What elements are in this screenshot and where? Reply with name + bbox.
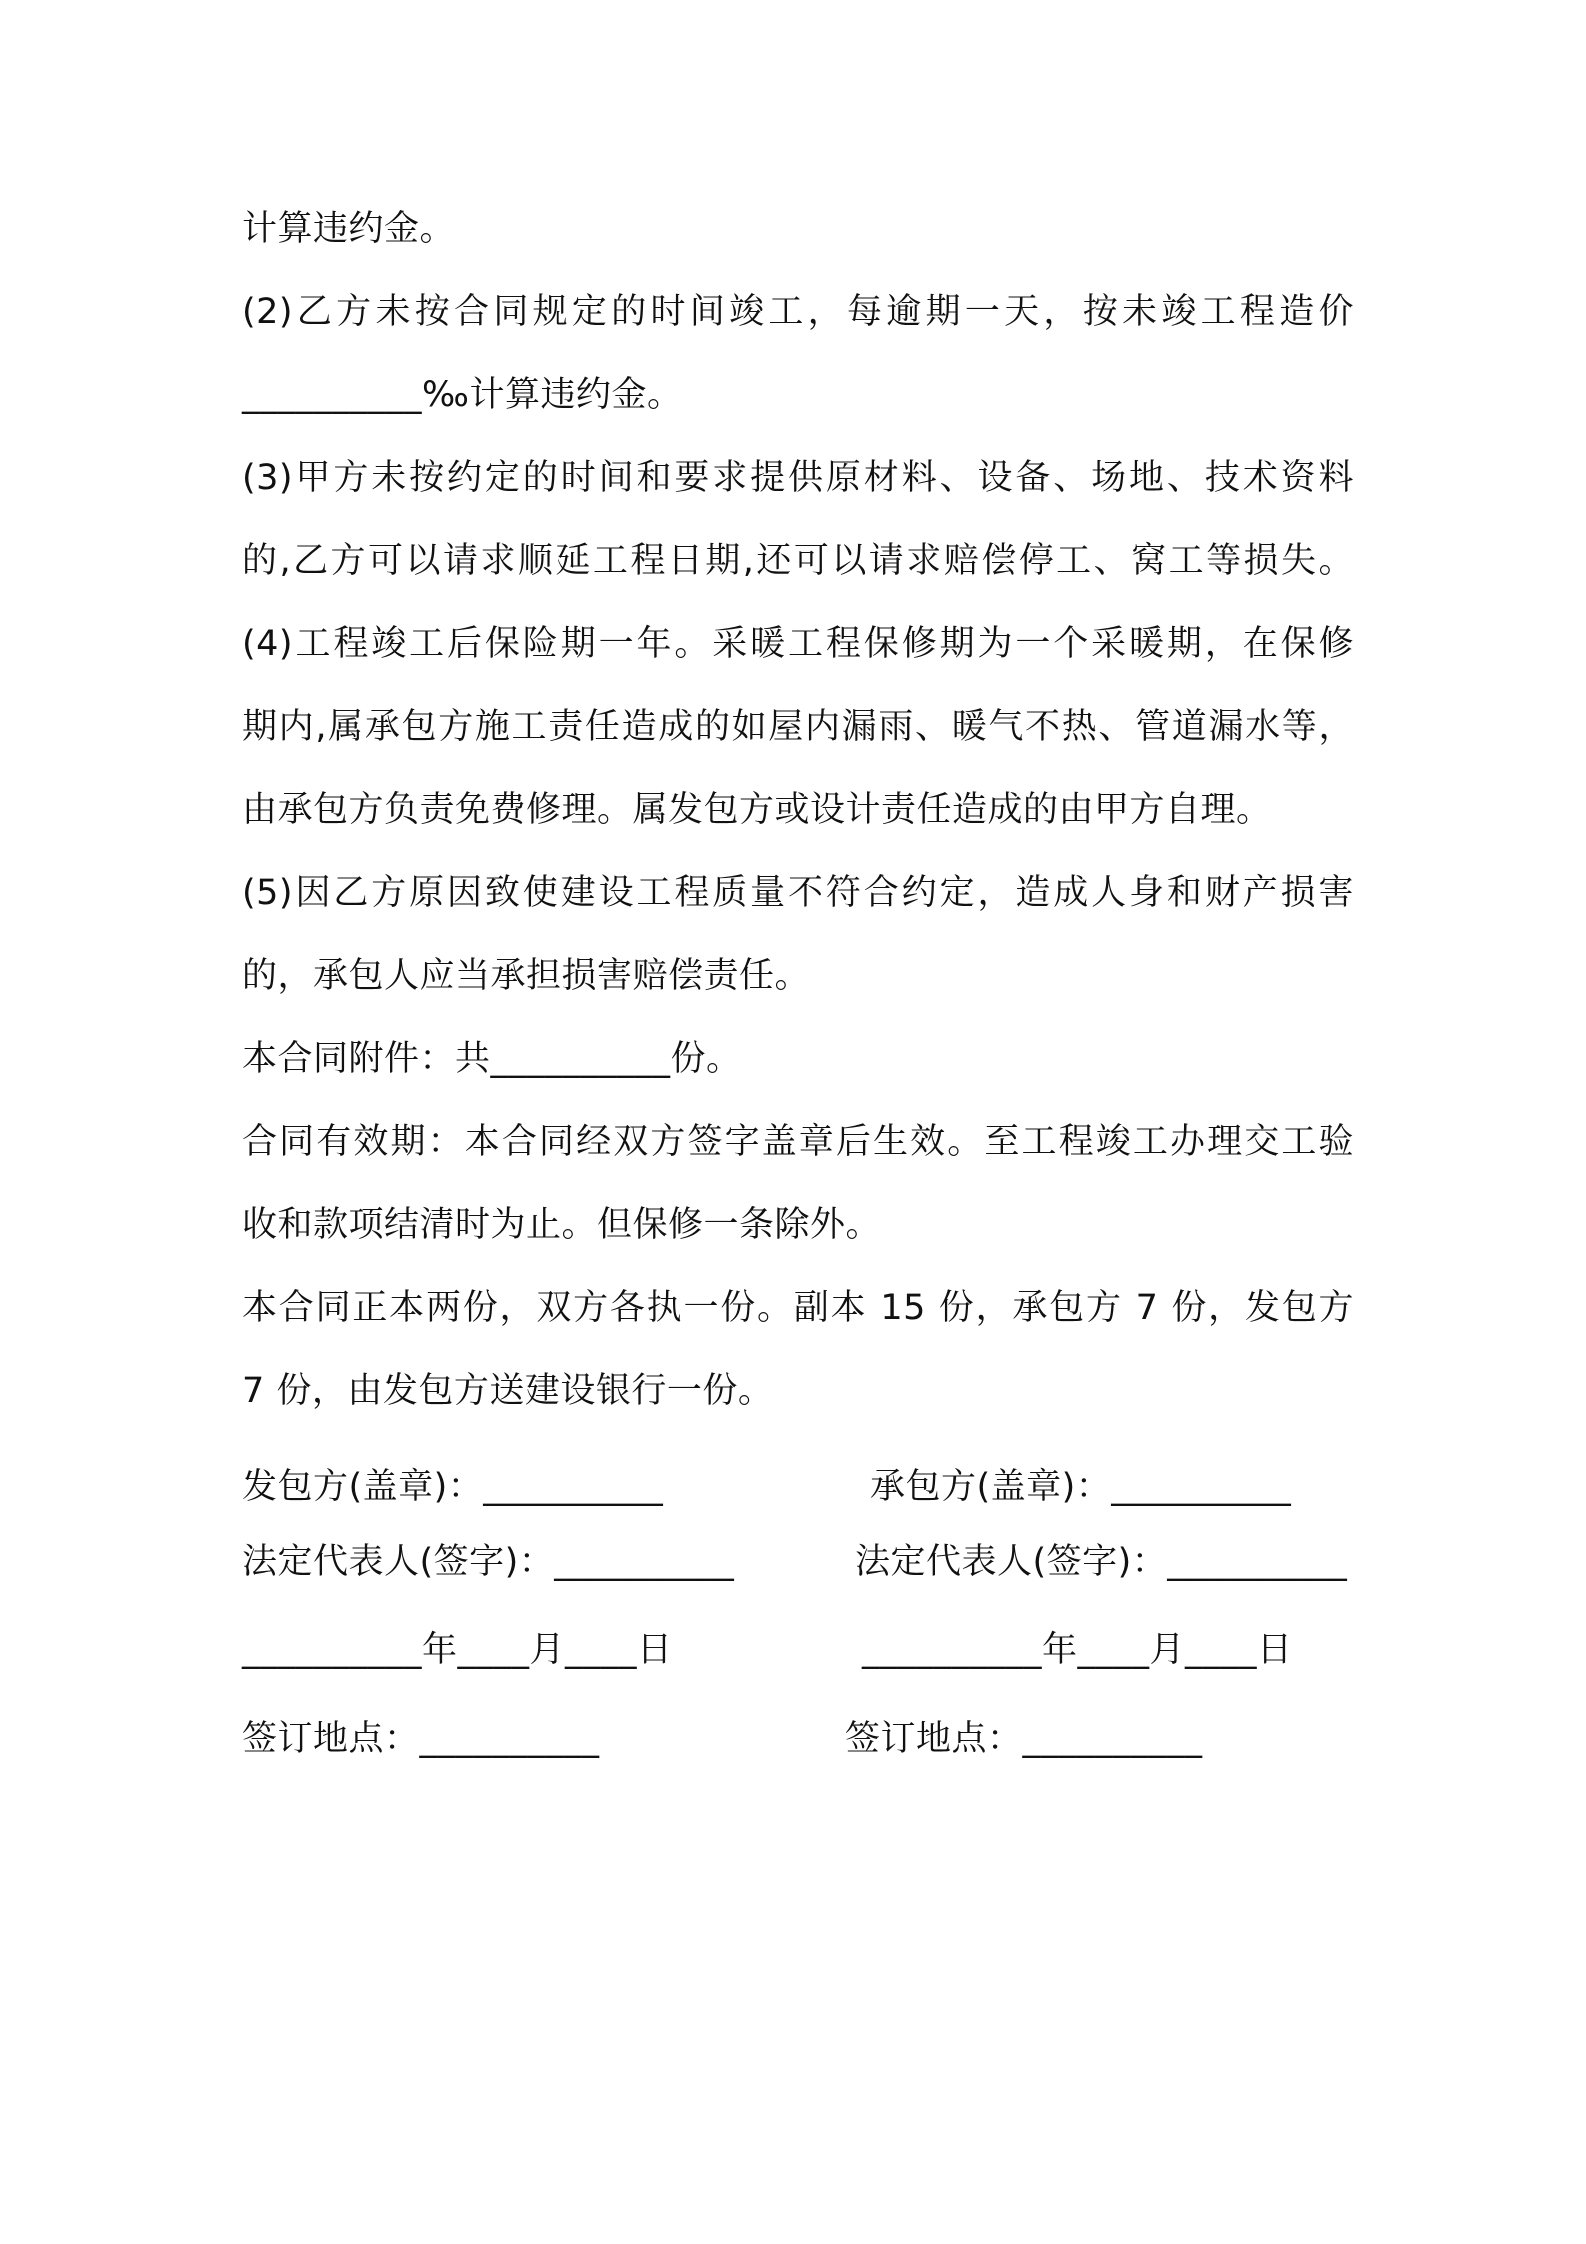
text-line-1: 计算违约金。 (242, 209, 456, 249)
contractor-representative-line: 法定代表人(签字)：__________ (855, 1542, 1348, 1582)
text-line-2: (2)乙方未按合同规定的时间竣工，每逾期一天，按未竣工程造价 (242, 292, 1354, 332)
text-line-14: 本合同正本两份，双方各执一份。副本 15 份，承包方 7 份，发包方 (242, 1288, 1354, 1328)
contractor-date-line: __________年____月____日 (862, 1630, 1293, 1670)
text-line-4: (3)甲方未按约定的时间和要求提供原材料、设备、场地、技术资料 (242, 458, 1354, 498)
employer-seal-line: 发包方(盖章)：__________ (242, 1467, 664, 1507)
text-line-9: (5)因乙方原因致使建设工程质量不符合约定，造成人身和财产损害 (242, 873, 1354, 913)
text-line-10: 的，承包人应当承担损害赔偿责任。 (242, 956, 811, 996)
contractor-place-line: 签订地点：__________ (845, 1719, 1203, 1759)
text-line-13: 收和款项结清时为止。但保修一条除外。 (242, 1205, 882, 1245)
contractor-seal-line: 承包方(盖章)：__________ (870, 1467, 1292, 1507)
employer-representative-line: 法定代表人(签字)：__________ (242, 1542, 735, 1582)
employer-date-line: __________年____月____日 (242, 1630, 673, 1670)
text-line-15: 7 份，由发包方送建设银行一份。 (242, 1371, 774, 1411)
text-line-6: (4)工程竣工后保险期一年。采暖工程保修期为一个采暖期，在保修 (242, 624, 1354, 664)
attachment-count-line: 本合同附件：共__________份。 (242, 1039, 742, 1079)
text-line-3: __________‰计算违约金。 (242, 375, 683, 415)
text-line-12: 合同有效期：本合同经双方签字盖章后生效。至工程竣工办理交工验 (242, 1122, 1354, 1162)
employer-place-line: 签订地点：__________ (242, 1719, 600, 1759)
text-line-7: 期内,属承包方施工责任造成的如屋内漏雨、暖气不热、管道漏水等， (242, 707, 1354, 747)
text-line-5: 的,乙方可以请求顺延工程日期,还可以请求赔偿停工、窝工等损失。 (242, 541, 1354, 581)
text-line-8: 由承包方负责免费修理。属发包方或设计责任造成的由甲方自理。 (242, 790, 1272, 830)
